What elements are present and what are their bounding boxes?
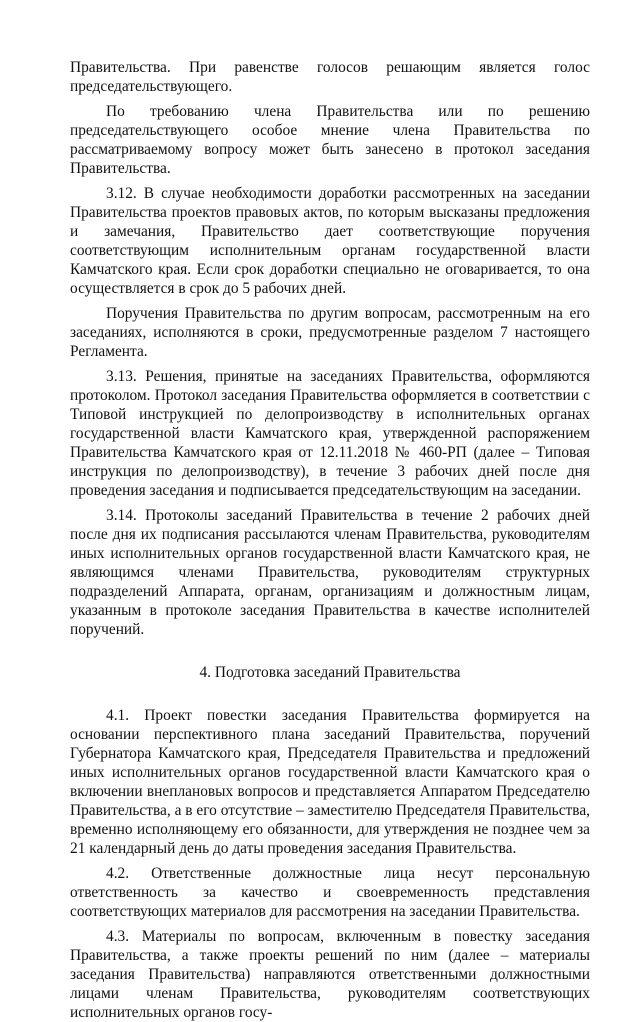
paragraph-3-13: 3.13. Решения, принятые на заседаниях Правительства, оформляются протоколом. Протокол заседания Правительства оформляется в соответствии с Типовой инструкцией по делопроизводству в исполнительных органах государственной власти Камчатского края, утвержденной распоряжением Правительства Камчатского края от 12.11.2018 № 460-РП (далее – Типовая инструкция по делопроизводству), в течение 3 рабочих дней после дня проведения заседания и подписывается председательствующим на заседании. (70, 368, 590, 499)
paragraph-3-14: 3.14. Протоколы заседаний Правительства в течение 2 рабочих дней после дня их подписания рассылаются членам Правительства, руководителям иных исполнительных органов государственной власти Камчатского края, не являющимся членами Правительства, руководителям структурных подразделений Аппарата, органам, организациям и должностным лицам, указанным в протоколе заседания Правительства в качестве исполнителей поручений. (70, 507, 590, 638)
paragraph-dissenting-opinion: По требованию члена Правительства или по решению председательствующего особое мнение члена Правительства по рассматриваемому вопросу может быть занесено в протокол заседания Правительства. (70, 103, 590, 177)
paragraph-voting-continuation: Правительства. При равенстве голосов решающим является голос председательствующего. (70, 59, 590, 95)
paragraph-other-instructions: Поручения Правительства по другим вопросам, рассмотренным на его заседаниях, исполняются в сроки, предусмотренные разделом 7 настоящего Регламента. (70, 305, 590, 360)
paragraph-4-1: 4.1. Проект повестки заседания Правительства формируется на основании перспективного плана заседаний Правительства, поручений Губернатора Камчатского края, Председателя Правительства и предложений иных исполнительных органов государственной власти Камчатского края о включении внеплановых вопросов и представляется Аппаратом Председателю Правительства, а в его отсутствие – заместителю Председателя Правительства, временно исполняющему его обязанности, для утверждения не позднее чем за 21 календарный день до даты проведения заседания Правительства. (70, 707, 590, 857)
paragraph-3-12: 3.12. В случае необходимости доработки рассмотренных на заседании Правительства проектов правовых актов, по которым высказаны предложения и замечания, Правительство дает соответствующие поручения соответствующим исполнительным органам государственной власти Камчатского края. Если срок доработки специально не оговаривается, то она осуществляется в срок до 5 рабочих дней. (70, 185, 590, 297)
section-heading: 4. Подготовка заседаний Правительства (199, 664, 461, 681)
paragraph-4-3: 4.3. Материалы по вопросам, включенным в повестку заседания Правительства, а также проекты решений по ним (далее – материалы заседания Правительства) направляются ответственными должностными лицами членам Правительства, руководителям соответствующих исполнительных органов госу- (70, 928, 590, 1021)
paragraph-4-2: 4.2. Ответственные должностные лица несут персональную ответственность за качество и своевременность представления соответствующих материалов для рассмотрения на заседании Правительства. (70, 865, 590, 920)
